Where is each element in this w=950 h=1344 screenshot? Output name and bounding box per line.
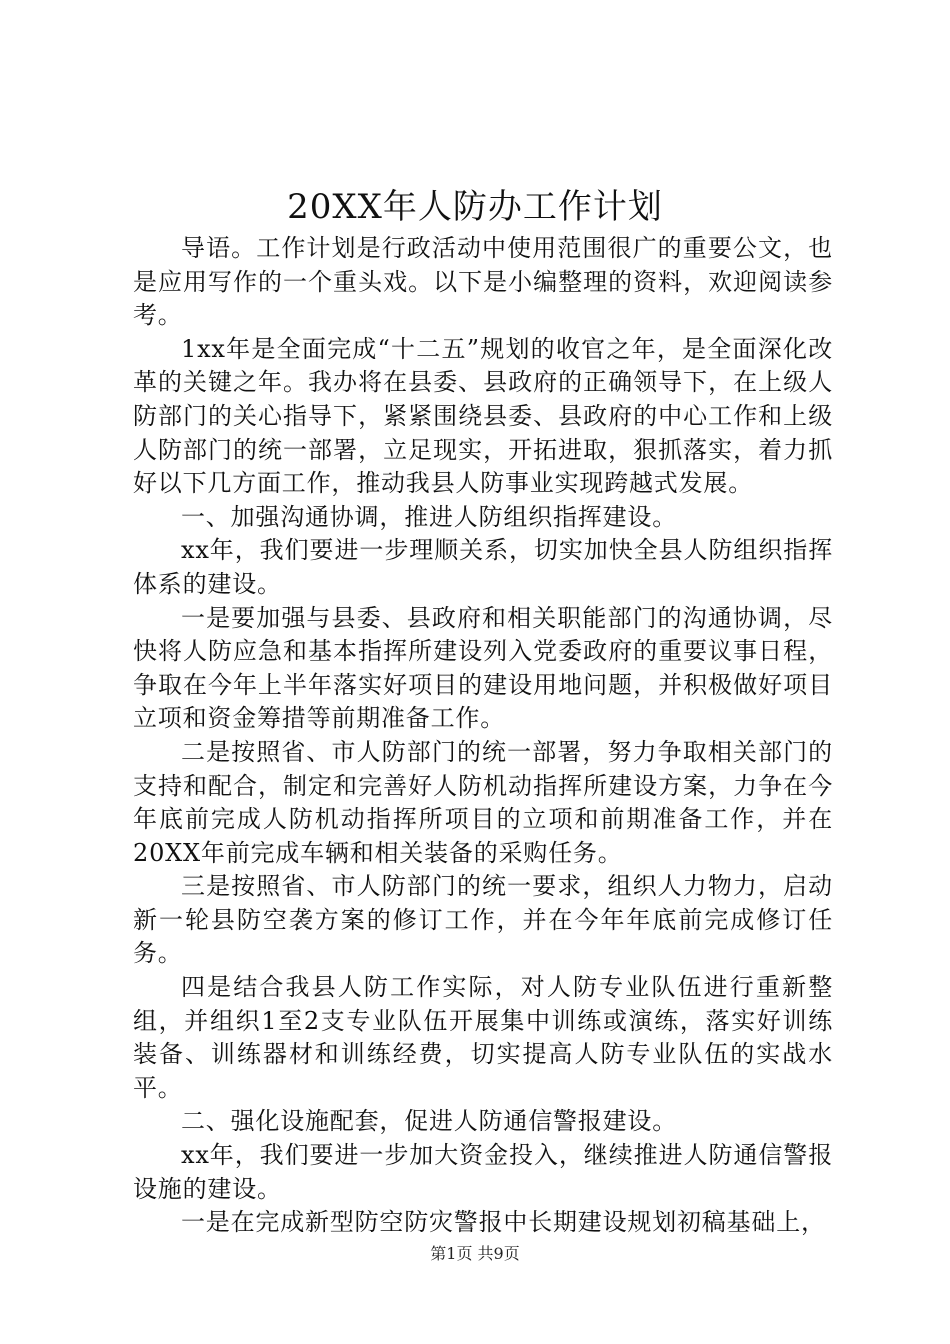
page-footer: 第1页 共9页	[430, 1244, 520, 1263]
paragraph: 二是按照省、市人防部门的统一部署，努力争取相关部门的支持和配合，制定和完善好人防机动指挥所建设方案，力争在今年底前完成人防机动指挥所项目的立项和前期准备工作，并在20XX年前完成车辆和相关装备的采购任务。	[133, 737, 833, 867]
paragraph-overview: 1xx年是全面完成“十二五”规划的收官之年，是全面深化改革的关键之年。我办将在县委、县政府的正确领导下，在上级人防部门的关心指导下，紧紧围绕县委、县政府的中心工作和上级人防部门的统一部署，立足现实，开拓进取，狠抓落实，着力抓好以下几方面工作，推动我县人防事业实现跨越式发展。	[133, 334, 833, 498]
paragraph: 一是要加强与县委、县政府和相关职能部门的沟通协调，尽快将人防应急和基本指挥所建设列入党委政府的重要议事日程，争取在今年上半年落实好项目的建设用地问题，并积极做好项目立项和资金筹措等前期准备工作。	[133, 603, 833, 733]
paragraph: 四是结合我县人防工作实际，对人防专业队伍进行重新整组，并组织1至2支专业队伍开展集中训练或演练，落实好训练装备、训练器材和训练经费，切实提高人防专业队伍的实战水平。	[133, 973, 833, 1102]
paragraph: 三是按照省、市人防部门的统一要求，组织人力物力，启动新一轮县防空袭方案的修订工作，并在今年年底前完成修订任务。	[133, 872, 833, 968]
section-heading-2: 二、强化设施配套，促进人防通信警报建设。	[181, 1107, 677, 1136]
section-heading-1: 一、加强沟通协调，推进人防组织指挥建设。	[181, 502, 677, 531]
paragraph: xx年，我们要进一步加大资金投入，继续推进人防通信警报设施的建设。	[133, 1141, 833, 1203]
document-body	[133, 232, 833, 1240]
document-title: 20XX年人防办工作计划	[287, 187, 663, 227]
paragraph: 一是在完成新型防空防灾警报中长期建设规划初稿基础上，	[181, 1208, 826, 1237]
paragraph: xx年，我们要进一步理顺关系，切实加快全县人防组织指挥体系的建设。	[133, 536, 833, 598]
paragraph-intro: 导语。工作计划是行政活动中使用范围很广的重要公文，也是应用写作的一个重头戏。以下是小编整理的资料，欢迎阅读参考。	[133, 234, 833, 330]
